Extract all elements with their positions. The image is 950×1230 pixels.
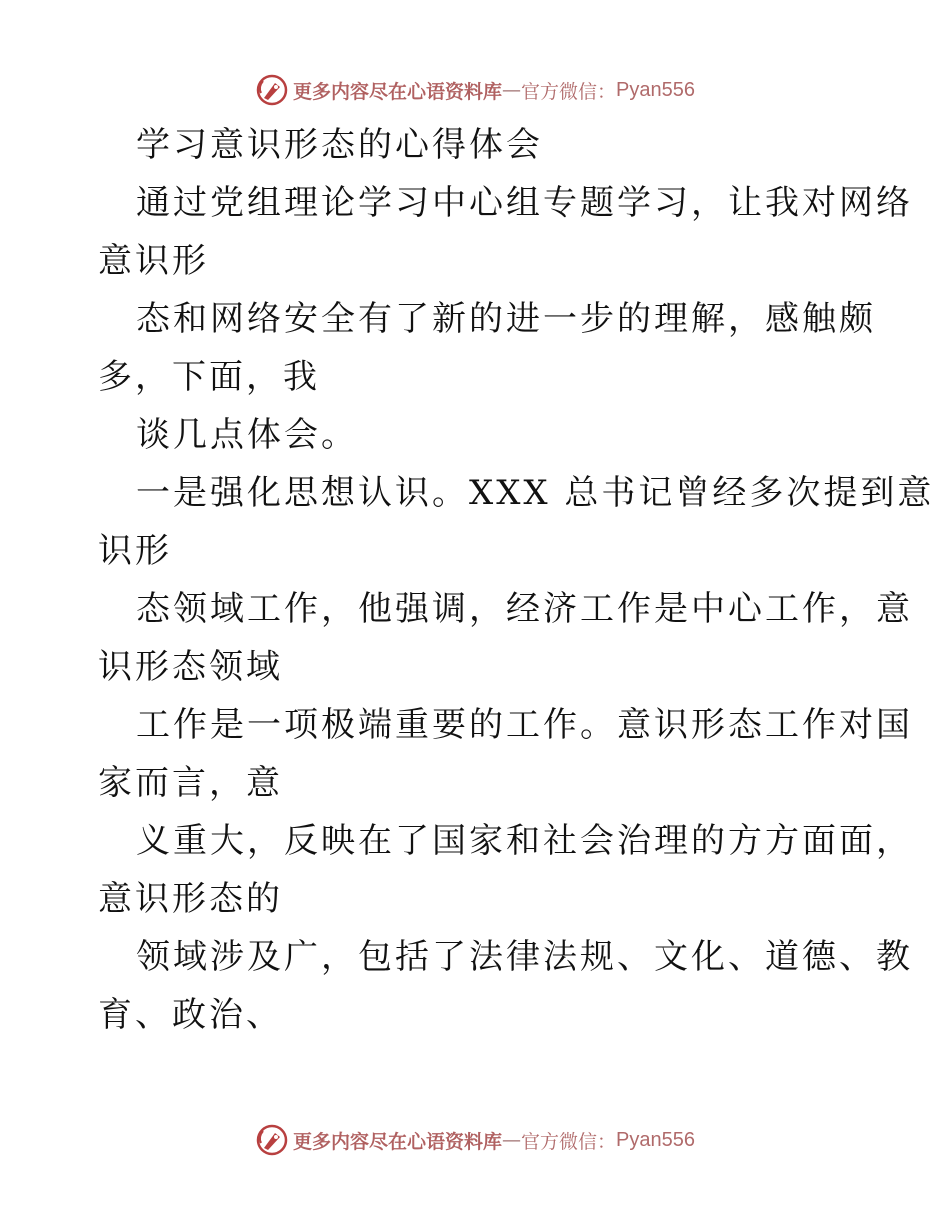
footer-watermark [0, 1120, 950, 1160]
paragraph-line: 一是强化思想认识。XXX 总书记曾经多次提到意 [136, 473, 935, 513]
paragraph-line: 态和网络安全有了新的进一步的理解，感触颇 [136, 299, 876, 339]
watermark-brand-text: 更多内容尽在心语资料库 [293, 80, 503, 103]
document-title: 学习意识形态的心得体会 [136, 125, 543, 165]
paragraph-line: 谈几点体会。 [136, 415, 358, 455]
paragraph-line: 意识形 [98, 241, 209, 281]
paragraph-line: 领域涉及广，包括了法律法规、文化、道德、教 [136, 937, 913, 977]
watermark-separator: — [502, 1129, 522, 1151]
paragraph-line: 家而言，意 [98, 763, 283, 803]
watermark-official-label: 官方微信： [521, 1130, 617, 1153]
pen-nib-logo-icon [255, 1123, 289, 1157]
paragraph-line: 义重大，反映在了国家和社会治理的方方面面， [136, 821, 913, 861]
watermark-separator: — [502, 79, 522, 101]
document-body [98, 116, 935, 1044]
watermark-brand-text: 更多内容尽在心语资料库 [293, 1130, 503, 1153]
paragraph-line: 识形 [98, 531, 172, 571]
pen-nib-logo-icon [255, 73, 289, 107]
header-watermark [0, 70, 950, 110]
paragraph-line: 工作是一项极端重要的工作。意识形态工作对国 [136, 705, 913, 745]
paragraph-line: 多，下面，我 [98, 357, 320, 397]
watermark-handle: Pyan556 [616, 78, 695, 101]
paragraph-line: 识形态领域 [98, 647, 283, 687]
watermark-handle: Pyan556 [616, 1128, 695, 1151]
watermark-official-label: 官方微信： [521, 80, 617, 103]
paragraph-line: 通过党组理论学习中心组专题学习，让我对网络 [136, 183, 913, 223]
paragraph-line: 育、政治、 [98, 995, 283, 1035]
paragraph-line: 态领域工作，他强调，经济工作是中心工作，意 [136, 589, 913, 629]
paragraph-line: 意识形态的 [98, 879, 283, 919]
